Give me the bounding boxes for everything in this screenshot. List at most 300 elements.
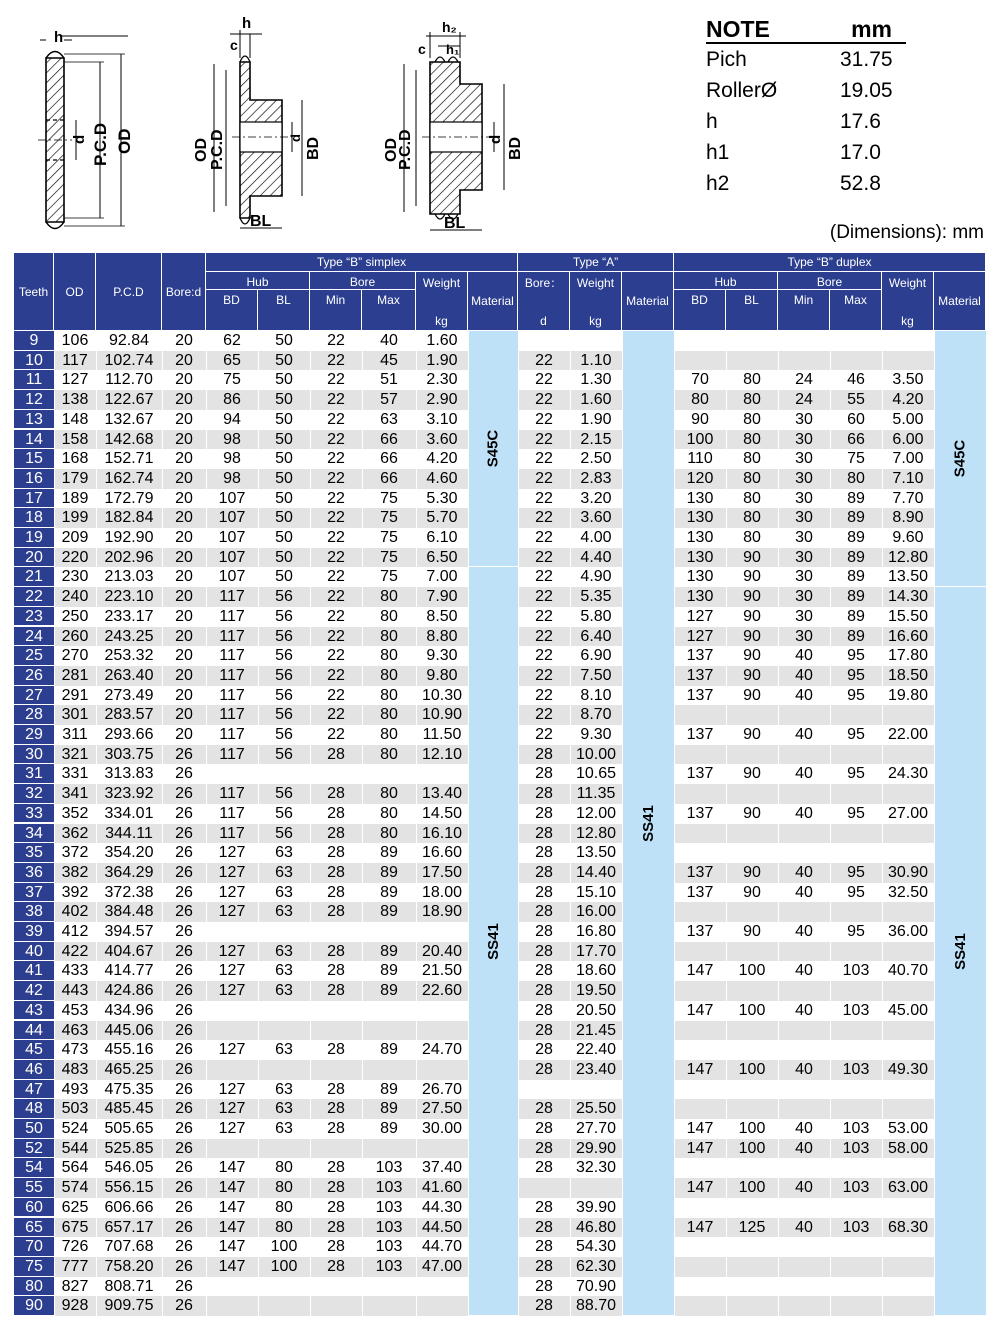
cell-min: 28 xyxy=(327,1238,345,1256)
cell-bd: 107 xyxy=(218,529,246,546)
cell-weight: 20.40 xyxy=(421,942,463,960)
cell-dup-weight: 68.30 xyxy=(887,1218,929,1236)
note-row xyxy=(706,137,906,168)
cell-pcd: 525.85 xyxy=(104,1139,154,1157)
cell-a-bore: 22 xyxy=(535,548,553,566)
cell-teeth: 45 xyxy=(14,1040,54,1060)
cell-dup-max: 95 xyxy=(847,923,865,940)
cell-dup-max: 95 xyxy=(847,883,865,901)
cell-a-bore: 28 xyxy=(535,942,553,960)
cell-bl: 63 xyxy=(275,1120,293,1137)
drawing-label-bd-simplex: BD xyxy=(305,136,322,160)
cell-dup-min: 30 xyxy=(795,410,813,428)
cell-dup-min: 24 xyxy=(795,371,813,389)
cell-teeth: 24 xyxy=(14,627,54,647)
cell-a-bore: 28 xyxy=(535,1297,553,1315)
cell-a-weight: 70.90 xyxy=(575,1277,617,1295)
cell-min: 22 xyxy=(327,410,345,428)
cell-teeth: 14 xyxy=(14,430,54,450)
cell-dup-bl: 80 xyxy=(743,391,761,409)
cell-teeth: 23 xyxy=(14,607,54,627)
cell-max: 80 xyxy=(380,588,398,606)
cell-pcd: 283.57 xyxy=(104,706,154,724)
cell-dup-weight: 13.50 xyxy=(887,568,929,586)
cell-pcd: 606.66 xyxy=(104,1198,154,1216)
cell-teeth: 43 xyxy=(14,1001,54,1021)
cell-od: 291 xyxy=(61,686,89,704)
header-dup-hub: Hub xyxy=(674,272,778,290)
sprocket-table xyxy=(14,253,986,1317)
material-type-a xyxy=(622,331,674,1316)
cell-max: 89 xyxy=(380,1041,398,1059)
cell-bd: 147 xyxy=(218,1218,246,1236)
cell-pcd: 112.70 xyxy=(105,371,153,389)
cell-max: 89 xyxy=(380,982,398,1000)
cell-pcd: 132.67 xyxy=(104,410,154,428)
cell-bl: 56 xyxy=(275,804,293,822)
cell-a-weight: 19.50 xyxy=(575,982,617,1000)
cell-od: 189 xyxy=(61,489,89,507)
cell-min: 28 xyxy=(327,903,345,921)
cell-dup-weight: 17.80 xyxy=(887,647,929,665)
cell-bore: 26 xyxy=(175,804,193,822)
note-row-label: h xyxy=(706,110,718,133)
note-row-value: 52.8 xyxy=(840,172,881,195)
cell-a-weight: 15.10 xyxy=(575,883,617,901)
cell-a-weight: 54.30 xyxy=(575,1238,617,1256)
cell-bore: 26 xyxy=(175,824,193,842)
cell-pcd: 364.29 xyxy=(104,863,154,881)
cell-teeth: 44 xyxy=(14,1021,54,1041)
cell-max: 89 xyxy=(380,903,398,921)
cell-teeth: 37 xyxy=(14,883,54,903)
cell-bd: 75 xyxy=(223,371,241,389)
cell-a-weight: 8.10 xyxy=(580,686,612,704)
cell-max: 40 xyxy=(380,332,398,349)
header-od: OD xyxy=(54,253,96,331)
cell-bl: 50 xyxy=(275,548,293,566)
cell-dup-min: 30 xyxy=(795,529,813,546)
cell-a-weight: 20.50 xyxy=(575,1001,617,1019)
cell-bd: 127 xyxy=(218,1080,246,1098)
cell-pcd: 657.17 xyxy=(104,1218,154,1236)
cell-weight: 21.50 xyxy=(421,962,463,980)
cell-bore: 20 xyxy=(175,607,193,625)
cell-dup-min: 30 xyxy=(795,627,813,645)
cell-od: 260 xyxy=(61,627,89,645)
cell-pcd: 92.84 xyxy=(108,332,150,349)
header-a-bore xyxy=(518,272,570,331)
header-dup-weight xyxy=(882,272,934,331)
cell-pcd: 546.05 xyxy=(104,1159,154,1177)
cell-teeth: 16 xyxy=(14,469,54,489)
cell-a-weight: 1.60 xyxy=(580,391,612,409)
cell-max: 80 xyxy=(380,726,398,743)
cell-od: 928 xyxy=(61,1297,89,1315)
note-row-value: 17.0 xyxy=(840,141,881,164)
cell-teeth: 12 xyxy=(14,390,54,410)
cell-dup-weight: 19.80 xyxy=(887,686,929,704)
cell-od: 625 xyxy=(61,1198,89,1216)
cell-dup-max: 66 xyxy=(847,430,865,448)
cell-weight: 7.90 xyxy=(426,588,458,606)
cell-a-bore: 28 xyxy=(535,923,553,940)
cell-weight: 8.80 xyxy=(426,627,458,645)
cell-od: 168 xyxy=(61,450,89,468)
cell-a-bore: 22 xyxy=(535,489,553,507)
cell-od: 453 xyxy=(61,1001,89,1019)
cell-a-bore: 28 xyxy=(535,883,553,901)
cell-bd: 127 xyxy=(218,1100,246,1118)
note-row-label: RollerØ xyxy=(706,79,778,102)
cell-weight: 16.10 xyxy=(421,824,463,842)
header-dup-material: Material xyxy=(934,272,986,331)
cell-dup-bd: 130 xyxy=(686,588,714,606)
cell-a-bore: 22 xyxy=(535,568,553,586)
cell-bore: 26 xyxy=(175,1100,193,1118)
cell-teeth: 40 xyxy=(14,942,54,962)
cell-a-weight: 22.40 xyxy=(575,1041,617,1059)
cell-bd: 127 xyxy=(218,942,246,960)
cell-a-weight: 11.35 xyxy=(576,785,616,803)
cell-dup-bl: 90 xyxy=(743,863,761,881)
cell-bore: 20 xyxy=(175,509,193,527)
cell-a-bore: 28 xyxy=(535,1100,553,1118)
cell-dup-bl: 90 xyxy=(743,923,761,940)
cell-od: 777 xyxy=(61,1257,89,1275)
cell-a-bore: 22 xyxy=(535,666,553,684)
cell-max: 89 xyxy=(380,1100,398,1118)
cell-a-weight: 46.80 xyxy=(575,1218,617,1236)
cell-dup-weight: 27.00 xyxy=(887,804,929,822)
cell-a-bore: 28 xyxy=(535,982,553,1000)
cell-a-bore: 28 xyxy=(535,1021,553,1039)
cell-min: 28 xyxy=(327,1198,345,1216)
cell-dup-min: 40 xyxy=(795,765,813,783)
dimensions-label: (Dimensions): mm xyxy=(829,222,984,243)
cell-teeth: 9 xyxy=(14,331,54,351)
cell-dup-weight: 16.60 xyxy=(887,627,929,645)
header-min: Min xyxy=(310,290,362,331)
note-row-label: h1 xyxy=(706,141,730,164)
cell-max: 66 xyxy=(380,430,398,448)
cell-od: 148 xyxy=(61,410,89,428)
cell-weight: 5.70 xyxy=(426,509,458,527)
cell-a-weight: 62.30 xyxy=(575,1257,617,1275)
cell-teeth: 26 xyxy=(14,666,54,686)
cell-bore: 20 xyxy=(175,351,193,369)
cell-max: 80 xyxy=(380,706,398,724)
cell-bd: 127 xyxy=(218,863,246,881)
cell-a-bore: 22 xyxy=(535,450,553,468)
cell-dup-min: 40 xyxy=(795,962,813,980)
cell-max: 66 xyxy=(380,450,398,468)
cell-min: 28 xyxy=(327,1257,345,1275)
cell-bl: 50 xyxy=(275,529,293,546)
cell-a-bore: 28 xyxy=(535,1198,553,1216)
cell-max: 89 xyxy=(380,942,398,960)
cell-od: 827 xyxy=(61,1277,89,1295)
drawing-label-od-duplex: OD xyxy=(383,138,400,162)
cell-dup-bl: 100 xyxy=(738,1001,766,1019)
cell-bore: 26 xyxy=(175,1139,193,1157)
cell-od: 341 xyxy=(61,785,89,803)
cell-a-weight: 12.80 xyxy=(575,824,617,842)
cell-dup-max: 60 xyxy=(847,410,865,428)
cell-od: 493 xyxy=(61,1080,89,1098)
cell-dup-min: 30 xyxy=(795,489,813,507)
cell-od: 392 xyxy=(61,883,89,901)
cell-max: 89 xyxy=(380,883,398,901)
cell-pcd: 172.79 xyxy=(104,489,154,507)
drawing-label-pcd: P.C.D xyxy=(91,122,110,166)
cell-dup-min: 40 xyxy=(795,1060,813,1078)
cell-pcd: 394.57 xyxy=(104,923,154,940)
cell-weight: 10.30 xyxy=(421,686,463,704)
cell-bl: 56 xyxy=(275,706,293,724)
column-divider xyxy=(570,331,571,1316)
cell-dup-max: 103 xyxy=(842,962,870,980)
cell-pcd: 253.32 xyxy=(104,647,154,665)
cell-weight: 44.50 xyxy=(421,1218,463,1236)
cell-bd: 127 xyxy=(218,1120,246,1137)
cell-weight: 16.60 xyxy=(421,844,463,862)
cell-bore: 26 xyxy=(175,962,193,980)
cell-max: 89 xyxy=(380,962,398,980)
cell-dup-max: 89 xyxy=(847,529,865,546)
header-weight-line2: kg xyxy=(435,314,448,328)
cell-bore: 26 xyxy=(175,1238,193,1256)
cell-bd: 117 xyxy=(219,824,245,842)
cell-teeth: 19 xyxy=(14,528,54,548)
cell-dup-max: 103 xyxy=(842,1001,870,1019)
cell-dup-max: 75 xyxy=(847,450,865,468)
cell-max: 80 xyxy=(380,666,398,684)
cell-dup-max: 95 xyxy=(847,647,865,665)
cell-a-bore: 28 xyxy=(535,1277,553,1295)
cell-bl: 63 xyxy=(275,1041,293,1059)
cell-dup-bd: 130 xyxy=(686,509,714,527)
cell-pcd: 192.90 xyxy=(104,529,154,546)
cell-od: 158 xyxy=(61,430,89,448)
cell-pcd: 223.10 xyxy=(104,588,154,606)
cell-weight: 1.90 xyxy=(426,351,458,369)
cell-pcd: 243.25 xyxy=(104,627,154,645)
cell-bl: 50 xyxy=(275,371,293,389)
cell-dup-bl: 80 xyxy=(743,410,761,428)
note-row-value: 17.6 xyxy=(840,110,881,133)
cell-od: 473 xyxy=(61,1041,89,1059)
cell-bd: 117 xyxy=(219,726,245,743)
cell-od: 250 xyxy=(61,607,89,625)
cell-dup-min: 40 xyxy=(795,804,813,822)
cell-pcd: 445.06 xyxy=(104,1021,154,1039)
column-divider xyxy=(622,331,623,1316)
cell-pcd: 142.68 xyxy=(104,430,154,448)
column-divider xyxy=(882,331,883,1316)
cell-teeth: 17 xyxy=(14,489,54,509)
cell-od: 179 xyxy=(61,469,89,487)
cell-bl: 56 xyxy=(275,647,293,665)
cell-dup-max: 55 xyxy=(847,391,865,409)
cell-a-weight: 29.90 xyxy=(575,1139,617,1157)
drawing-label-h-simplex: h xyxy=(242,15,252,32)
cell-bd: 117 xyxy=(219,647,245,665)
cell-dup-bd: 147 xyxy=(686,1001,714,1019)
cell-dup-bl: 80 xyxy=(743,469,761,487)
cell-bl: 50 xyxy=(275,351,293,369)
cell-min: 22 xyxy=(327,509,345,527)
cell-bd: 117 xyxy=(219,745,245,763)
cell-a-bore: 22 xyxy=(535,371,553,389)
cell-max: 103 xyxy=(375,1179,403,1197)
cell-a-bore: 28 xyxy=(535,1238,553,1256)
cell-dup-weight: 32.50 xyxy=(887,883,929,901)
cell-pcd: 313.83 xyxy=(104,765,154,783)
cell-a-weight: 3.20 xyxy=(580,489,612,507)
cell-a-weight: 23.40 xyxy=(575,1060,617,1078)
cell-weight: 2.30 xyxy=(426,371,458,389)
cell-bd: 117 xyxy=(219,706,245,724)
cell-bore: 26 xyxy=(175,1159,193,1177)
cell-pcd: 556.15 xyxy=(104,1179,154,1197)
cell-dup-min: 40 xyxy=(795,686,813,704)
cell-a-bore: 22 xyxy=(535,351,553,369)
cell-bore: 20 xyxy=(175,627,193,645)
cell-weight: 44.30 xyxy=(421,1198,463,1216)
cell-bl: 63 xyxy=(275,844,293,862)
note-row-label: Pich xyxy=(706,48,747,71)
cell-pcd: 475.35 xyxy=(104,1080,154,1098)
cell-a-bore: 22 xyxy=(535,529,553,546)
cell-a-weight: 6.40 xyxy=(580,627,612,645)
note-row xyxy=(706,168,906,199)
cell-weight: 6.10 xyxy=(426,529,458,546)
cell-a-weight: 2.50 xyxy=(580,450,612,468)
cell-a-weight: 18.60 xyxy=(575,962,617,980)
cell-pcd: 334.01 xyxy=(104,804,154,822)
cell-pcd: 758.20 xyxy=(104,1257,154,1275)
header-dup-bd: BD xyxy=(674,290,726,331)
cell-pcd: 808.71 xyxy=(104,1277,154,1295)
cell-bd: 127 xyxy=(218,962,246,980)
cell-bore: 26 xyxy=(175,1001,193,1019)
material-simplex-bottom xyxy=(468,567,518,1316)
cell-pcd: 707.68 xyxy=(104,1238,154,1256)
cell-a-weight: 32.30 xyxy=(575,1159,617,1177)
cell-min: 22 xyxy=(327,529,345,546)
cell-a-weight: 1.30 xyxy=(580,371,612,389)
cell-dup-min: 30 xyxy=(795,588,813,606)
cell-max: 51 xyxy=(380,371,398,389)
cell-bore: 20 xyxy=(175,332,193,349)
cell-od: 412 xyxy=(61,923,89,940)
cell-weight: 1.60 xyxy=(426,332,458,349)
column-divider xyxy=(778,331,779,1316)
cell-dup-bl: 80 xyxy=(743,509,761,527)
cell-pcd: 424.86 xyxy=(104,982,154,1000)
header-type-b-duplex: Type “B” duplex xyxy=(674,253,986,272)
cell-bl: 63 xyxy=(275,982,293,1000)
cell-max: 80 xyxy=(380,804,398,822)
cell-min: 28 xyxy=(327,824,345,842)
drawing-label-pcd-simplex: P.C.D xyxy=(209,129,226,170)
cell-a-bore: 22 xyxy=(535,607,553,625)
cell-dup-min: 30 xyxy=(795,430,813,448)
material-simplex-bottom-label: SS41 xyxy=(484,922,502,960)
cell-bl: 50 xyxy=(275,332,293,349)
cell-a-weight: 17.70 xyxy=(575,942,617,960)
cell-dup-min: 40 xyxy=(795,923,813,940)
cell-dup-min: 40 xyxy=(795,666,813,684)
cell-dup-weight: 63.00 xyxy=(887,1179,929,1197)
cell-min: 22 xyxy=(327,469,345,487)
cell-bore: 26 xyxy=(175,785,193,803)
cell-max: 45 xyxy=(380,351,398,369)
cell-bd: 65 xyxy=(223,351,241,369)
cell-dup-bl: 90 xyxy=(743,607,761,625)
cell-a-bore: 28 xyxy=(535,1120,553,1137)
cell-bore: 26 xyxy=(175,883,193,901)
cell-teeth: 21 xyxy=(14,567,54,587)
cell-pcd: 414.77 xyxy=(104,962,154,980)
cell-a-weight: 4.40 xyxy=(580,548,612,566)
cell-pcd: 213.03 xyxy=(104,568,154,586)
column-divider xyxy=(934,331,935,1316)
cell-dup-bl: 90 xyxy=(743,627,761,645)
cell-dup-bl: 100 xyxy=(738,1139,766,1157)
cell-dup-bd: 130 xyxy=(686,568,714,586)
header-a-bore-line1: Bore： xyxy=(524,276,563,290)
cell-max: 103 xyxy=(375,1257,403,1275)
cell-od: 117 xyxy=(62,351,88,369)
cell-dup-bd: 130 xyxy=(686,529,714,546)
cell-dup-bl: 125 xyxy=(738,1218,766,1236)
cell-a-bore: 22 xyxy=(535,509,553,527)
drawing-label-bl-duplex: BL xyxy=(444,215,466,232)
cell-a-bore: 28 xyxy=(535,863,553,881)
note-row xyxy=(706,75,906,106)
cell-dup-bd: 147 xyxy=(686,962,714,980)
cell-a-bore: 22 xyxy=(535,410,553,428)
cell-weight: 44.70 xyxy=(421,1238,463,1256)
cell-bd: 117 xyxy=(219,804,245,822)
cell-dup-bd: 137 xyxy=(686,804,714,822)
cell-dup-bd: 147 xyxy=(686,1179,714,1197)
cell-a-bore: 28 xyxy=(535,785,553,803)
header-a-bore-line2: d xyxy=(540,314,547,328)
cell-dup-max: 89 xyxy=(847,568,865,586)
cell-teeth: 36 xyxy=(14,863,54,883)
cell-bl: 63 xyxy=(275,863,293,881)
cell-min: 22 xyxy=(327,489,345,507)
cell-min: 28 xyxy=(327,1041,345,1059)
cell-dup-bl: 100 xyxy=(738,1179,766,1197)
cell-max: 80 xyxy=(380,607,398,625)
cell-dup-bl: 100 xyxy=(738,1060,766,1078)
cell-teeth: 10 xyxy=(14,351,54,371)
column-divider xyxy=(258,331,259,1316)
cell-dup-bl: 90 xyxy=(743,548,761,566)
cell-dup-weight: 58.00 xyxy=(887,1139,929,1157)
note-row-value: 31.75 xyxy=(840,48,893,71)
cell-weight: 47.00 xyxy=(421,1257,463,1275)
cell-weight: 24.70 xyxy=(421,1041,463,1059)
header-a-material: Material xyxy=(622,272,674,331)
cell-min: 22 xyxy=(327,588,345,606)
cell-dup-bl: 100 xyxy=(738,1120,766,1137)
cell-a-weight: 12.00 xyxy=(575,804,617,822)
